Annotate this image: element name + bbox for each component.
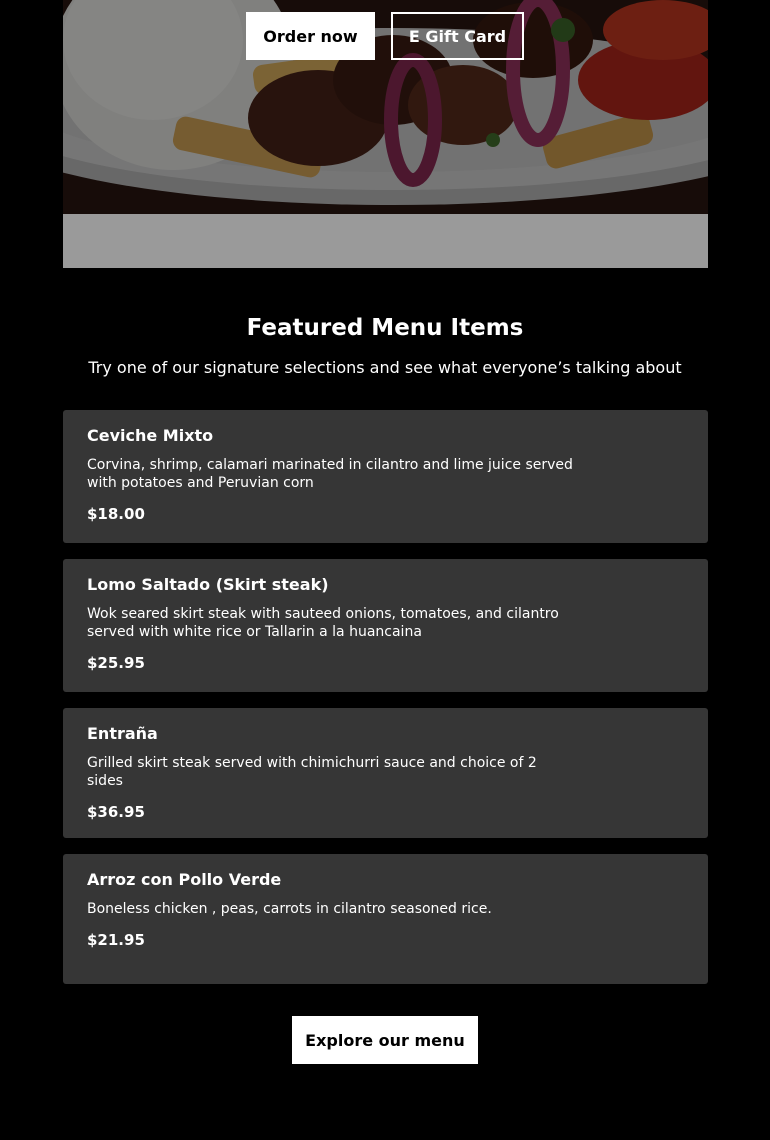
menu-item-description: Grilled skirt steak served with chimichurri sauce and choice of 2 sides	[87, 755, 537, 789]
menu-item-price: $21.95	[87, 931, 145, 949]
menu-item-name: Arroz con Pollo Verde	[87, 870, 282, 889]
featured-subtitle: Try one of our signature selections and see what everyone’s talking about	[88, 358, 682, 377]
explore-menu-button[interactable]: Explore our menu	[292, 1016, 478, 1064]
menu-item-card[interactable]	[63, 410, 708, 543]
menu-item-description: Corvina, shrimp, calamari marinated in cilantro and lime juice served with potatoes and Peruvian corn	[87, 457, 573, 491]
hero-banner	[63, 0, 708, 268]
menu-item-description: Boneless chicken , peas, carrots in cilantro seasoned rice.	[87, 901, 492, 917]
menu-item-card[interactable]	[63, 854, 708, 984]
menu-item-price: $25.95	[87, 654, 145, 672]
menu-item-name: Entraña	[87, 724, 158, 743]
menu-item-card[interactable]	[63, 708, 708, 838]
featured-title: Featured Menu Items	[246, 315, 524, 341]
menu-item-name: Ceviche Mixto	[87, 426, 214, 445]
menu-item-description: Wok seared skirt steak with sauteed onions, tomatoes, and cilantro served with white rice or Tallarin a la huancaina	[87, 606, 559, 640]
menu-item-price: $18.00	[87, 505, 145, 523]
hero-button-group	[246, 12, 524, 60]
menu-item-name: Lomo Saltado (Skirt steak)	[87, 575, 329, 594]
order-now-button[interactable]: Order now	[246, 12, 375, 60]
e-gift-card-button[interactable]: E Gift Card	[391, 12, 524, 60]
menu-item-price: $36.95	[87, 803, 145, 821]
menu-item-card[interactable]	[63, 559, 708, 692]
